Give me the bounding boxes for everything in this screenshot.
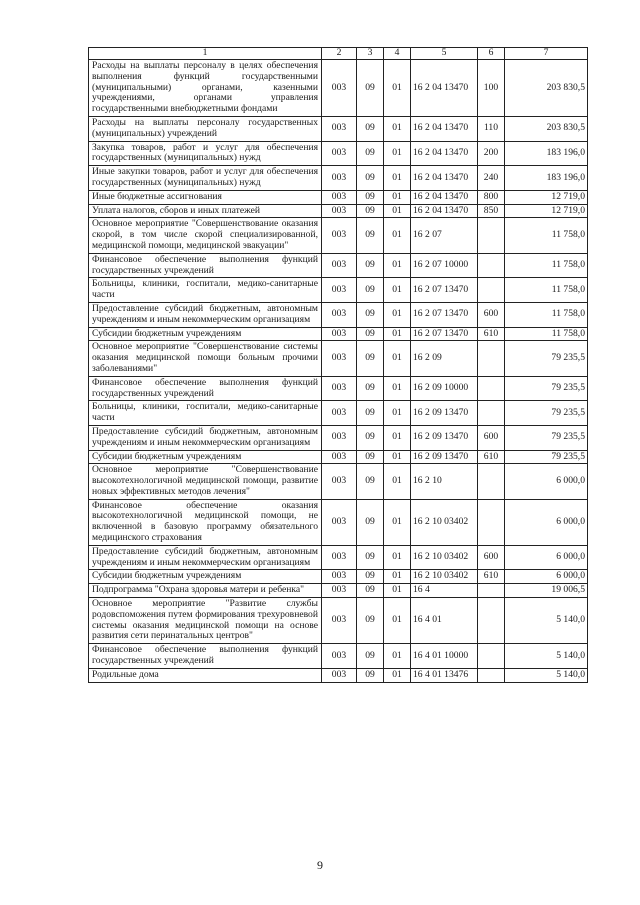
row-vedomstvo-cell: 003 [322, 204, 357, 218]
row-vedomstvo-cell: 003 [322, 341, 357, 376]
row-vedomstvo-cell: 003 [322, 598, 357, 644]
row-section-cell: 09 [357, 545, 384, 570]
row-expense-type-cell: 610 [478, 450, 505, 464]
header-col-2: 2 [322, 48, 357, 60]
row-expense-type-cell: 610 [478, 327, 505, 341]
row-expense-type-cell: 240 [478, 166, 505, 191]
budget-table [88, 47, 588, 683]
row-section-cell: 09 [357, 464, 384, 499]
row-target-article-cell: 16 2 09 [411, 341, 478, 376]
row-target-article-cell: 16 2 07 [411, 218, 478, 253]
table-row [89, 668, 588, 682]
header-col-1: 1 [89, 48, 322, 60]
row-target-article-cell: 16 2 04 13470 [411, 204, 478, 218]
row-subsection-cell: 01 [384, 464, 411, 499]
row-expense-type-cell [478, 464, 505, 499]
row-sum-cell: 6 000,0 [505, 545, 588, 570]
row-expense-type-cell: 200 [478, 141, 505, 166]
row-vedomstvo-cell: 003 [322, 401, 357, 426]
row-sum-cell: 79 235,5 [505, 341, 588, 376]
row-vedomstvo-cell: 003 [322, 190, 357, 204]
row-sum-cell: 6 000,0 [505, 499, 588, 545]
row-section-cell: 09 [357, 190, 384, 204]
row-name-cell: Финансовое обеспечение выполнения функций государственных учреждений [89, 253, 322, 278]
row-name-cell: Основное мероприятие "Совершенствование системы оказания медицинской помощи больным прочими заболеваниями" [89, 341, 322, 376]
row-target-article-cell: 16 2 09 10000 [411, 376, 478, 401]
row-expense-type-cell [478, 598, 505, 644]
row-target-article-cell: 16 2 04 13470 [411, 141, 478, 166]
row-subsection-cell: 01 [384, 450, 411, 464]
row-subsection-cell: 01 [384, 190, 411, 204]
row-expense-type-cell: 850 [478, 204, 505, 218]
row-target-article-cell: 16 2 10 03402 [411, 499, 478, 545]
row-name-cell: Иные закупки товаров, работ и услуг для обеспечения государственных (муниципальных) нужд [89, 166, 322, 191]
row-target-article-cell: 16 2 09 13470 [411, 425, 478, 450]
row-section-cell: 09 [357, 141, 384, 166]
row-name-cell: Предоставление субсидий бюджетным, автономным учреждениям и иным некоммерческим организациям [89, 302, 322, 327]
row-target-article-cell: 16 2 04 13470 [411, 166, 478, 191]
row-section-cell: 09 [357, 644, 384, 669]
row-name-cell: Расходы на выплаты персоналу государственных (муниципальных) учреждений [89, 116, 322, 141]
row-name-cell: Субсидии бюджетным учреждениям [89, 570, 322, 584]
row-subsection-cell: 01 [384, 570, 411, 584]
row-sum-cell: 11 758,0 [505, 327, 588, 341]
row-vedomstvo-cell: 003 [322, 116, 357, 141]
table-row [89, 425, 588, 450]
table-row [89, 327, 588, 341]
row-expense-type-cell [478, 218, 505, 253]
row-expense-type-cell: 110 [478, 116, 505, 141]
table-row [89, 341, 588, 376]
row-section-cell: 09 [357, 166, 384, 191]
row-vedomstvo-cell: 003 [322, 425, 357, 450]
table-row [89, 204, 588, 218]
table-row [89, 166, 588, 191]
row-vedomstvo-cell: 003 [322, 376, 357, 401]
row-section-cell: 09 [357, 327, 384, 341]
header-col-5: 5 [411, 48, 478, 60]
row-subsection-cell: 01 [384, 302, 411, 327]
header-col-7: 7 [505, 48, 588, 60]
row-name-cell: Предоставление субсидий бюджетным, автономным учреждениям и иным некоммерческим организациям [89, 425, 322, 450]
row-vedomstvo-cell: 003 [322, 327, 357, 341]
header-col-3: 3 [357, 48, 384, 60]
row-subsection-cell: 01 [384, 376, 411, 401]
row-target-article-cell: 16 4 01 13476 [411, 668, 478, 682]
row-target-article-cell: 16 4 01 [411, 598, 478, 644]
row-expense-type-cell [478, 278, 505, 303]
row-sum-cell: 12 719,0 [505, 204, 588, 218]
row-section-cell: 09 [357, 218, 384, 253]
page-number: 9 [317, 858, 323, 872]
header-col-4: 4 [384, 48, 411, 60]
row-sum-cell: 203 830,5 [505, 116, 588, 141]
row-sum-cell: 6 000,0 [505, 570, 588, 584]
table-row [89, 644, 588, 669]
row-section-cell: 09 [357, 598, 384, 644]
row-section-cell: 09 [357, 376, 384, 401]
row-vedomstvo-cell: 003 [322, 302, 357, 327]
row-sum-cell: 6 000,0 [505, 464, 588, 499]
row-subsection-cell: 01 [384, 253, 411, 278]
row-subsection-cell: 01 [384, 278, 411, 303]
row-expense-type-cell [478, 401, 505, 426]
row-sum-cell: 11 758,0 [505, 253, 588, 278]
table-row [89, 570, 588, 584]
row-target-article-cell: 16 4 [411, 584, 478, 598]
row-expense-type-cell: 610 [478, 570, 505, 584]
row-vedomstvo-cell: 003 [322, 499, 357, 545]
table-row [89, 190, 588, 204]
row-section-cell: 09 [357, 668, 384, 682]
row-sum-cell: 11 758,0 [505, 302, 588, 327]
row-expense-type-cell: 600 [478, 302, 505, 327]
row-name-cell: Больницы, клиники, госпитали, медико-санитарные части [89, 401, 322, 426]
table-row [89, 278, 588, 303]
row-sum-cell: 79 235,5 [505, 425, 588, 450]
header-col-6: 6 [478, 48, 505, 60]
row-section-cell: 09 [357, 253, 384, 278]
row-section-cell: 09 [357, 401, 384, 426]
row-subsection-cell: 01 [384, 425, 411, 450]
table-row [89, 401, 588, 426]
row-sum-cell: 79 235,5 [505, 376, 588, 401]
row-sum-cell: 79 235,5 [505, 450, 588, 464]
row-expense-type-cell: 600 [478, 425, 505, 450]
row-target-article-cell: 16 2 09 13470 [411, 450, 478, 464]
row-name-cell: Основное мероприятие "Развитие службы родовспоможения путем формирования трехуровневой системы оказания медицинской помощи на основе развития сети перинатальных центров" [89, 598, 322, 644]
row-sum-cell: 203 830,5 [505, 60, 588, 117]
row-section-cell: 09 [357, 499, 384, 545]
row-section-cell: 09 [357, 302, 384, 327]
row-vedomstvo-cell: 003 [322, 218, 357, 253]
row-sum-cell: 19 006,5 [505, 584, 588, 598]
row-name-cell: Финансовое обеспечение выполнения функций государственных учреждений [89, 376, 322, 401]
row-subsection-cell: 01 [384, 584, 411, 598]
row-vedomstvo-cell: 003 [322, 464, 357, 499]
row-subsection-cell: 01 [384, 545, 411, 570]
table-row [89, 584, 588, 598]
row-expense-type-cell: 800 [478, 190, 505, 204]
row-section-cell: 09 [357, 116, 384, 141]
row-name-cell: Субсидии бюджетным учреждениям [89, 450, 322, 464]
row-section-cell: 09 [357, 425, 384, 450]
table-row [89, 141, 588, 166]
row-section-cell: 09 [357, 60, 384, 117]
row-target-article-cell: 16 2 04 13470 [411, 190, 478, 204]
table-row [89, 253, 588, 278]
row-sum-cell: 79 235,5 [505, 401, 588, 426]
header-row [89, 48, 588, 60]
row-vedomstvo-cell: 003 [322, 570, 357, 584]
row-section-cell: 09 [357, 204, 384, 218]
row-name-cell: Больницы, клиники, госпитали, медико-санитарные части [89, 278, 322, 303]
row-vedomstvo-cell: 003 [322, 545, 357, 570]
row-expense-type-cell [478, 253, 505, 278]
row-subsection-cell: 01 [384, 218, 411, 253]
row-sum-cell: 11 758,0 [505, 278, 588, 303]
row-section-cell: 09 [357, 584, 384, 598]
row-name-cell: Финансовое обеспечение выполнения функций государственных учреждений [89, 644, 322, 669]
row-sum-cell: 5 140,0 [505, 644, 588, 669]
row-sum-cell: 5 140,0 [505, 668, 588, 682]
row-vedomstvo-cell: 003 [322, 584, 357, 598]
row-name-cell: Родильные дома [89, 668, 322, 682]
table-row [89, 302, 588, 327]
row-expense-type-cell [478, 341, 505, 376]
row-name-cell: Расходы на выплаты персоналу в целях обеспечения выполнения функций государственными (муниципальными) органами, казенными учреждениями, органами управления государственными внебюджетными фондами [89, 60, 322, 117]
table-row [89, 218, 588, 253]
row-section-cell: 09 [357, 341, 384, 376]
row-subsection-cell: 01 [384, 598, 411, 644]
row-target-article-cell: 16 2 04 13470 [411, 116, 478, 141]
row-target-article-cell: 16 2 09 13470 [411, 401, 478, 426]
row-vedomstvo-cell: 003 [322, 60, 357, 117]
row-expense-type-cell [478, 644, 505, 669]
row-subsection-cell: 01 [384, 60, 411, 117]
row-sum-cell: 5 140,0 [505, 598, 588, 644]
row-vedomstvo-cell: 003 [322, 450, 357, 464]
row-subsection-cell: 01 [384, 341, 411, 376]
row-target-article-cell: 16 2 07 10000 [411, 253, 478, 278]
row-expense-type-cell [478, 668, 505, 682]
row-target-article-cell: 16 2 10 [411, 464, 478, 499]
row-sum-cell: 183 196,0 [505, 141, 588, 166]
row-name-cell: Финансовое обеспечение оказания высокотехнологичной медицинской помощи, не включенной в базовую программу обязательного медицинского страхования [89, 499, 322, 545]
table-row [89, 116, 588, 141]
row-subsection-cell: 01 [384, 668, 411, 682]
row-vedomstvo-cell: 003 [322, 141, 357, 166]
row-target-article-cell: 16 2 04 13470 [411, 60, 478, 117]
row-subsection-cell: 01 [384, 166, 411, 191]
row-name-cell: Закупка товаров, работ и услуг для обеспечения государственных (муниципальных) нужд [89, 141, 322, 166]
row-name-cell: Уплата налогов, сборов и иных платежей [89, 204, 322, 218]
row-name-cell: Субсидии бюджетным учреждениям [89, 327, 322, 341]
row-subsection-cell: 01 [384, 644, 411, 669]
row-target-article-cell: 16 2 10 03402 [411, 570, 478, 584]
row-subsection-cell: 01 [384, 141, 411, 166]
row-subsection-cell: 01 [384, 327, 411, 341]
table-row [89, 464, 588, 499]
row-target-article-cell: 16 2 07 13470 [411, 302, 478, 327]
row-target-article-cell: 16 4 01 10000 [411, 644, 478, 669]
table-row [89, 450, 588, 464]
row-sum-cell: 183 196,0 [505, 166, 588, 191]
row-subsection-cell: 01 [384, 499, 411, 545]
table-row [89, 598, 588, 644]
row-subsection-cell: 01 [384, 204, 411, 218]
row-name-cell: Предоставление субсидий бюджетным, автономным учреждениям и иным некоммерческим организациям [89, 545, 322, 570]
row-subsection-cell: 01 [384, 401, 411, 426]
row-target-article-cell: 16 2 10 03402 [411, 545, 478, 570]
row-expense-type-cell [478, 499, 505, 545]
table-body [89, 60, 588, 683]
table-row [89, 545, 588, 570]
row-name-cell: Основное мероприятие "Совершенствование высокотехнологичной медицинской помощи, развитие новых эффективных методов лечения" [89, 464, 322, 499]
row-section-cell: 09 [357, 570, 384, 584]
row-name-cell: Подпрограмма "Охрана здоровья матери и ребенка" [89, 584, 322, 598]
row-target-article-cell: 16 2 07 13470 [411, 327, 478, 341]
row-vedomstvo-cell: 003 [322, 644, 357, 669]
row-sum-cell: 11 758,0 [505, 218, 588, 253]
row-expense-type-cell [478, 376, 505, 401]
row-name-cell: Иные бюджетные ассигнования [89, 190, 322, 204]
row-vedomstvo-cell: 003 [322, 668, 357, 682]
table-row [89, 499, 588, 545]
row-vedomstvo-cell: 003 [322, 278, 357, 303]
table-row [89, 376, 588, 401]
row-vedomstvo-cell: 003 [322, 253, 357, 278]
row-section-cell: 09 [357, 450, 384, 464]
table-row [89, 60, 588, 117]
row-sum-cell: 12 719,0 [505, 190, 588, 204]
row-section-cell: 09 [357, 278, 384, 303]
row-name-cell: Основное мероприятие "Совершенствование оказания скорой, в том числе скорой специализированной, медицинской помощи, медицинской эвакуации" [89, 218, 322, 253]
row-expense-type-cell: 600 [478, 545, 505, 570]
row-expense-type-cell [478, 584, 505, 598]
row-subsection-cell: 01 [384, 116, 411, 141]
row-expense-type-cell: 100 [478, 60, 505, 117]
row-vedomstvo-cell: 003 [322, 166, 357, 191]
row-target-article-cell: 16 2 07 13470 [411, 278, 478, 303]
